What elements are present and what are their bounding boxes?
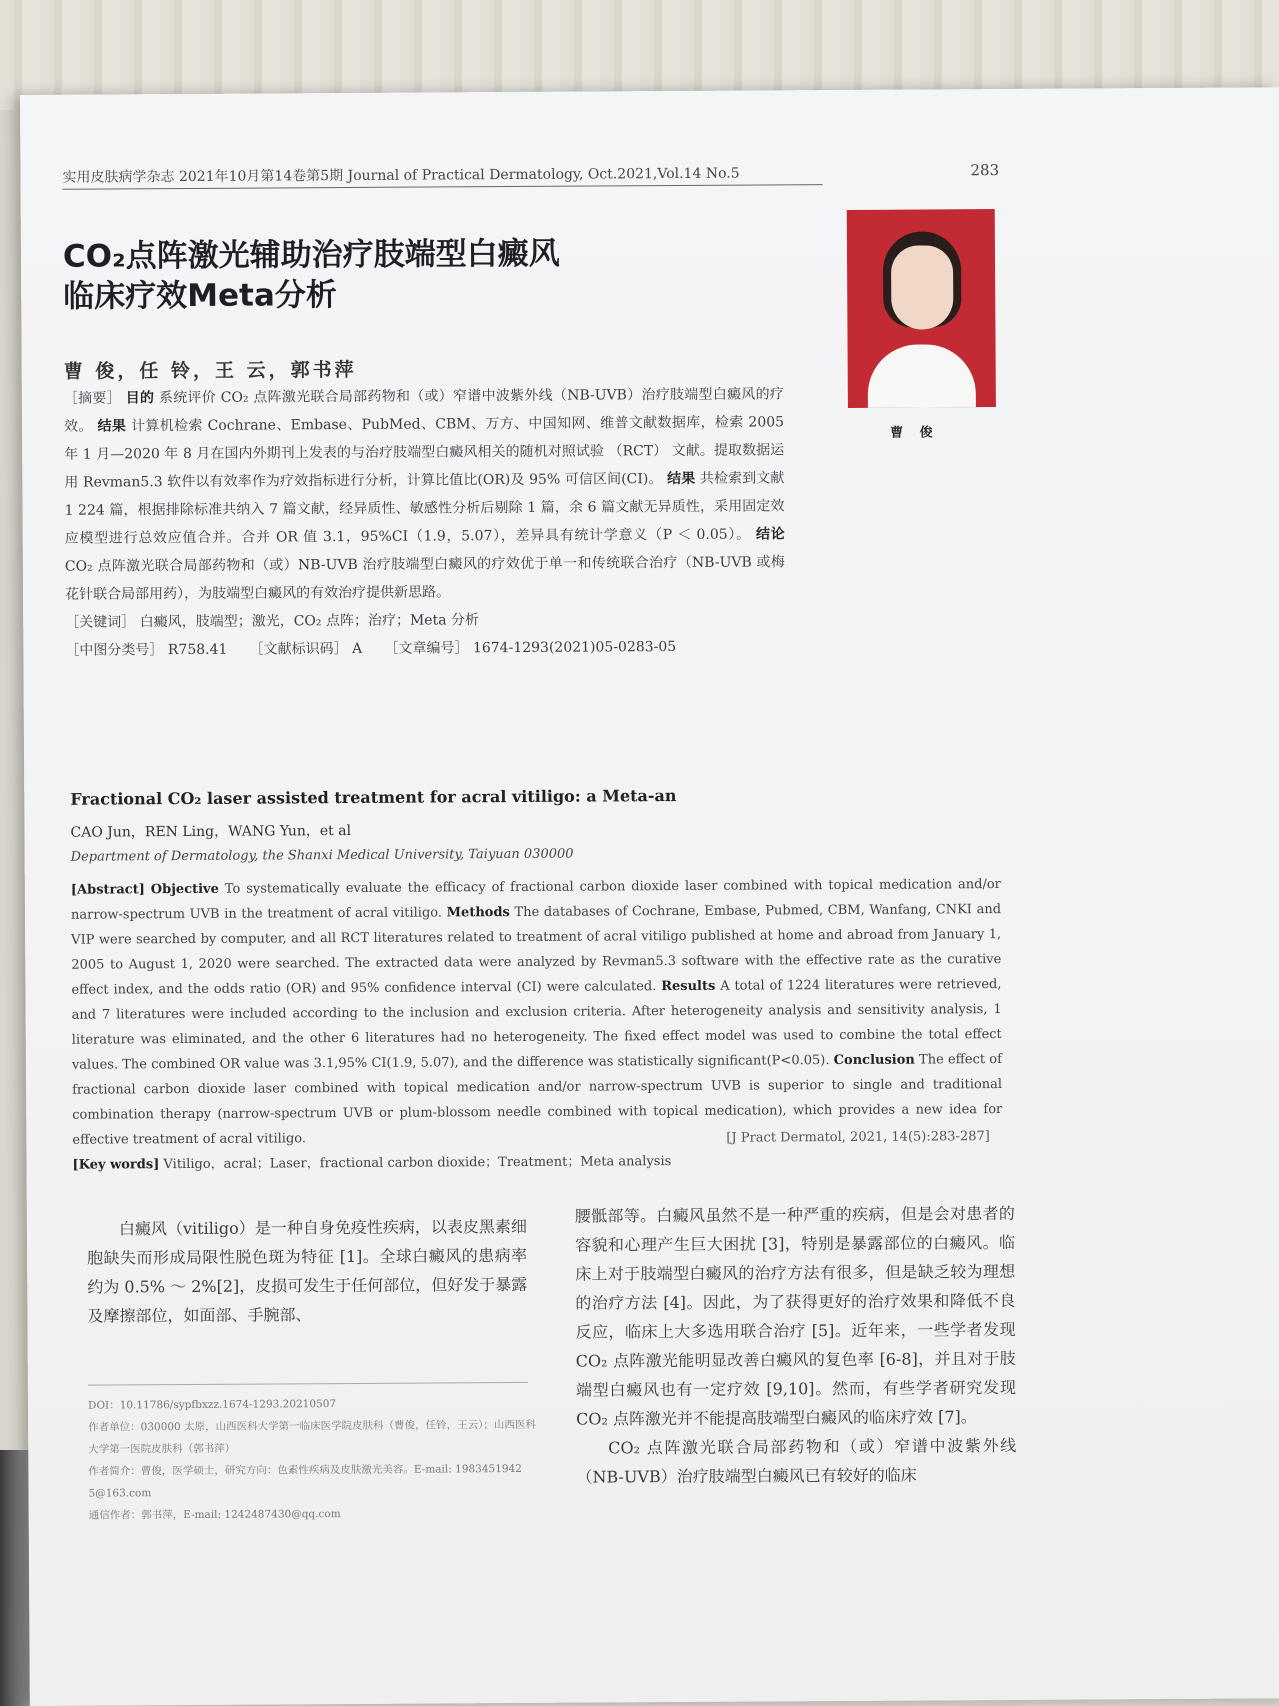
journal-page [20, 87, 1279, 1706]
photo-face [891, 245, 954, 329]
english-abstract-body [71, 872, 1003, 1153]
footnote-affiliation: 作者单位：030000 太原，山西医科大学第一临床医学院皮肤科（曹俊，任铃，王云）；山西医科大学第一医院皮肤科（郭书萍） [88, 1418, 536, 1456]
chinese-abstract [64, 380, 786, 664]
en-conclusion-label: Conclusion [833, 1052, 915, 1069]
en-results-label: Results [661, 978, 716, 995]
footnote-bio: 作者简介：曹俊，医学硕士，研究方向：色素性疾病及皮肤激光美容。E-mail: 1983451942​5@163.com [88, 1462, 522, 1500]
photo-shirt [868, 344, 976, 408]
body-right-column [575, 1199, 1017, 1492]
en-keywords-text: Vitiligo，acral；Laser，fractional carbon dioxide；Treatment；Meta analysis [163, 1154, 672, 1173]
body-right-paragraph-2: CO₂ 点阵激光联合局部药物和（或）窄谱中波紫外线（NB-UVB）治疗肢端型白癜风已有较好的临床 [576, 1435, 1017, 1487]
running-header: 实用皮肤病学杂志 2021年10月第14卷第5期 Journal of Practical Dermatology, Oct.2021,Vol.14 No.5 [62, 162, 822, 190]
doc-value: A [352, 640, 363, 657]
page-number: 283 [970, 161, 1000, 180]
english-department: Department of Dermatology, the Shanxi Medical University, Taiyuan 030000 [70, 846, 574, 865]
results-label: 结果 [667, 470, 696, 488]
body-right-paragraph-1: 腰骶部等。白癜风虽然不是一种严重的疾病，但是会对患者的容貌和心理产生巨大困扰 [3]，特别是暴露部位的白癜风。临床上对于肢端型白癜风的治疗方法有很多，但是缺乏较为理想的治疗方法 [4]。因此，为了获得更好的治疗效果和降低不良反应，临床上大多选用联合治疗 [5]。近年来，一些学者发现 CO₂ 点阵激光能明显改善白癜风的复色率 [6-8]，并且对于肢端型白癜风也有一定疗效 [9,10]。然而，有些学者研究发现 CO₂ 点阵激光并不能提高肢端型白癜风的临床疗效 [7]。 [574, 1203, 1016, 1429]
en-objective-text: To systematically evaluate the efficacy of fractional carbon dioxide laser combined with topical medication and/or narrow-spectrum UVB in the treatment of acral vitiligo. [70, 877, 1001, 923]
english-title: Fractional CO₂ laser assisted treatment for acral vitiligo: a Meta-an [70, 786, 677, 809]
title-line-2: 临床疗效Meta分析 [63, 277, 337, 315]
en-objective-label: Objective [150, 881, 219, 898]
en-results-text: A total of 1224 literatures were retrieved, and 7 literatures were included according to the inclusion and exclusion criteria. After heterogeneity analysis and sensitivity analysis, 1 literature was eliminated, and the other 6 literatures had no heterogeneity. The fixed effect model was used to combine the total effect values. The combined OR value was 3.1,95% CI(1.9, 5.07), and the difference was statistically significant(P<0.05). [71, 977, 1002, 1073]
clc-label: ［中图分类号］ [65, 642, 164, 659]
english-authors: CAO Jun，REN Ling，WANG Yun，et al [70, 822, 352, 841]
objective-text: 系统评价 CO₂ 点阵激光联合局部药物和（或）窄谱中波紫外线（NB-UVB）治疗肢端型白癜风的疗效。 [63, 386, 784, 435]
footnotes [88, 1392, 539, 1527]
en-conclusion-text: The effect of fractional carbon dioxide laser combined with topical medication and/or narrow-spectrum UVB is superior to single and traditional combination therapy (narrow-spectrum UVB or plum-blossom needle combined with topical medication), which provides a new idea for effective treatment of acral vitiligo. [72, 1052, 1003, 1148]
abstract-body [64, 380, 785, 608]
conclusion-label: 结论 [755, 526, 785, 543]
citation: [J Pract Dermatol, 2021, 14(5):283-287] [726, 1129, 990, 1146]
clc-value: R758.41 [167, 641, 228, 659]
article-no-label: ［文章编号］ [384, 640, 469, 657]
author-photo [847, 209, 996, 408]
methods-text: 计算机检索 Cochrane、Embase、PubMed、CBM、万方、中国知网、维普文献数据库，检索 2005 年 1 月—2020 年 8 月在国内外期刊上发表的与治疗肢端型白癜风相关的随机对照试验 （RCT） 文献。提取数据运用 Revman5.3 软件以有效率作为疗效指标进行分析，计算比值比(OR)及 95% 可信区间(CI)。 [64, 414, 785, 491]
book-spine [0, 1450, 30, 1706]
article-title [63, 233, 683, 317]
en-methods-label: Methods [446, 905, 510, 921]
article-no-value: 1674-1293(2021)05-0283-05 [472, 639, 677, 657]
keywords-line [65, 604, 785, 636]
footnote-doi: DOI：10.11786/sypfbxzz.1674-1293.20210507 [87, 1398, 337, 1412]
results-text: 共检索到文献 1 224 篇，根据排除标准共纳入 7 篇文献，经异质性、敏感性分析后剔除 1 篇，余 6 篇文献无异质性，采用固定效应模型进行总效应值合并。合并 OR 值 3.1，95%CI（1.9，5.07），差异具有统计学意义（P ＜ 0.05）。 [64, 470, 785, 547]
methods-label: 结果 [97, 418, 127, 435]
photo-caption: 曹 俊 [890, 425, 939, 441]
footnote-rule [88, 1382, 528, 1386]
classification-line [65, 632, 785, 664]
en-keywords-line [72, 1147, 1002, 1178]
en-abstract-tag: [Abstract] [70, 882, 145, 898]
conclusion-text: CO₂ 点阵激光联合局部药物和（或）NB-UVB 治疗肢端型白癜风的疗效优于单一和传统联合治疗（NB-UVB 或梅花针联合局部用药），为肢端型白癜风的有效治疗提供新思路。 [64, 554, 785, 603]
body-left-column: 白癜风（vitiligo）是一种自身免疫性疾病，以表皮黑素细胞缺失而形成局限性脱色斑为特征 [1]。全球白癜风的患病率约为 0.5% ～ 2%[2]，皮损可发生于任何部位，但好发于暴露及摩擦部位，如面部、手腕部、 [87, 1216, 528, 1326]
footnote-corresponding: 通信作者：郭书萍，E-mail: 1242487430@qq.com [88, 1508, 341, 1522]
en-keywords-label: [Key words] [72, 1157, 160, 1173]
title-line-1: CO₂点阵激光辅助治疗肢端型白癜风 [62, 235, 560, 275]
doc-label: ［文献标识码］ [249, 641, 348, 658]
keywords-text: 白癜风，肢端型；激光，CO₂ 点阵；治疗；Meta 分析 [139, 612, 480, 631]
keywords-label: ［关键词］ [65, 614, 136, 631]
objective-label: 目的 [125, 390, 155, 407]
abstract-tag: ［摘要］ [63, 390, 121, 407]
author-list: 曹 俊，任 铃，王 云，郭书萍 [63, 358, 357, 383]
en-methods-text: The databases of Cochrane, Embase, Pubmed, CBM, Wanfang, CNKI and VIP were searched by computer, and all RCT literatures related to treatment of acral vitiligo published at home and abroad from January 1, 2005 to August 1, 2020 were searched. The extracted data were analyzed by Revman5.3 software with the effective rate as the curative effect index, and the odds ratio (OR) and 95% confidence interval (CI) were calculated. [71, 902, 1002, 998]
